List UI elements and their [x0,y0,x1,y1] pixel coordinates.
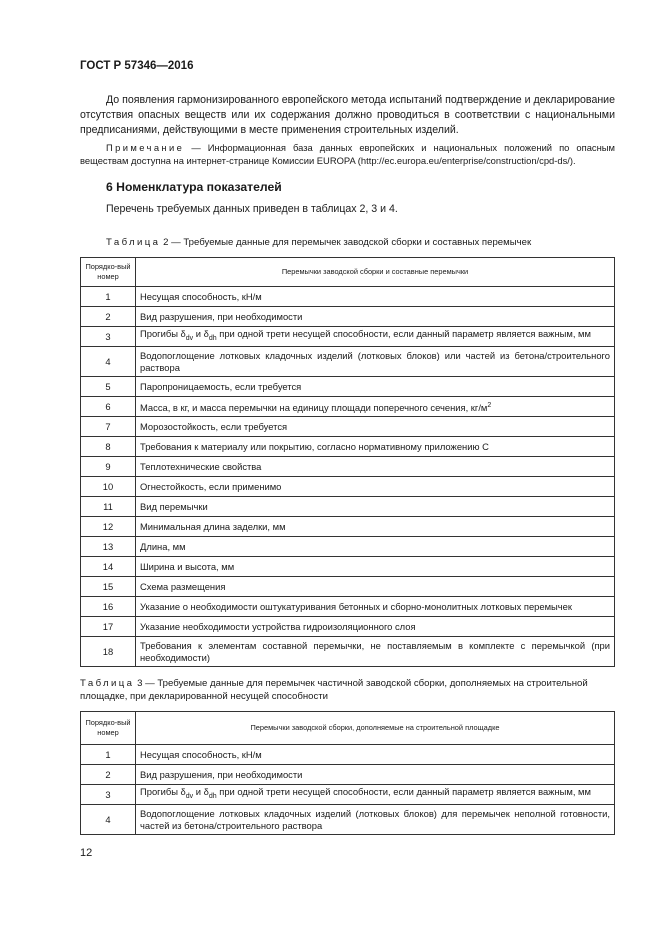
table-row: 7 Морозостойкость, если требуется [81,417,615,437]
table-row: 18 Требования к элементам составной перемычки, не поставляемым в комплекте с перемычкой (при необходимости) [81,637,615,667]
note-label: Примечание [106,142,185,153]
table3-col-desc: Перемычки заводской сборки, дополняемые на строительной площадке [136,712,615,745]
table-row: 10 Огнестойкость, если применимо [81,477,615,497]
table-2 [80,257,615,667]
table3-caption [80,677,620,703]
table-row: 6 Масса, в кг, и масса перемычки на единицу площади поперечного сечения, $кг/м^2$ [81,397,615,417]
table-row: 3 Прогибы $\delta_{dv}$ и $\delta_{dh}$ при одной трети несущей способности, если данный параметр является важным, мм [81,327,615,347]
table-row: 16 Указание о необходимости оштукатуривания бетонных и сборно-монолитных лотковых перемычек [81,597,615,617]
page-number: 12 [80,847,93,859]
table2-caption-text: 2 — Требуемые данные для перемычек заводской сборки и составных перемычек [160,237,532,248]
table-row: 9 Теплотехнические свойства [81,457,615,477]
section-title: 6 Номенклатура показателей [106,180,282,194]
table-row: 4 Водопоглощение лотковых кладочных изделий (лотковых блоков) для перемычек неполной готовности, частей из бетона/строительного раствора [81,805,615,835]
note-text: — Информационная база данных европейских и национальных положений по опасным веществам доступна на интернет-странице Комиссии EUROPA (http://ec.europa.eu/enterprise/construction/cpd-ds/). [80,142,615,166]
table-row: 8 Требования к материалу или покрытию, согласно нормативному приложению С [81,437,615,457]
table-row: 1 Несущая способность, кН/м [81,745,615,765]
table2-col-desc: Перемычки заводской сборки и составные перемычки [136,258,615,287]
table-row: 2 Вид разрушения, при необходимости [81,307,615,327]
table-row: 1 Несущая способность, кН/м [81,287,615,307]
table2-caption-label: Таблица [106,237,161,248]
table-row: 15 Схема размещения [81,577,615,597]
table-row: 2 Вид разрушения, при необходимости [81,765,615,785]
table3-caption-label: Таблица [80,678,135,689]
table-row: 4 Водопоглощение лотковых кладочных изделий (лотковых блоков) или частей из бетона/строительного раствора [81,347,615,377]
table3-col-num: Порядко-вый номер [81,712,136,745]
section-lead: Перечень требуемых данных приведен в таблицах 2, 3 и 4. [106,203,398,215]
table-row: 17 Указание необходимости устройства гидроизоляционного слоя [81,617,615,637]
note [80,141,615,167]
table3-caption-text: 3 — Требуемые данные для перемычек частичной заводской сборки, дополняемых на строительной площадке, при декларированной несущей способности [80,678,588,702]
table-row: 5 Паропроницаемость, если требуется [81,377,615,397]
table-row: 14 Ширина и высота, мм [81,557,615,577]
table-row: 11 Вид перемычки [81,497,615,517]
table2-caption [80,236,620,249]
table-row: 13 Длина, мм [81,537,615,557]
table2-col-num: Порядко-вый номер [81,258,136,287]
table-3 [80,711,615,835]
table-row: 3 Прогибы $\delta_{dv}$ и $\delta_{dh}$ при одной трети несущей способности, если данный параметр является важным, мм [81,785,615,805]
document-code: ГОСТ Р 57346—2016 [80,60,194,72]
table-row: 12 Минимальная длина заделки, мм [81,517,615,537]
intro-paragraph: До появления гармонизированного европейского метода испытаний подтверждение и декларирование отсутствия опасных веществ или их содержания должно проводиться в соответствии с национальными предписаниями, действующими в месте применения строительных изделий. [80,94,615,136]
